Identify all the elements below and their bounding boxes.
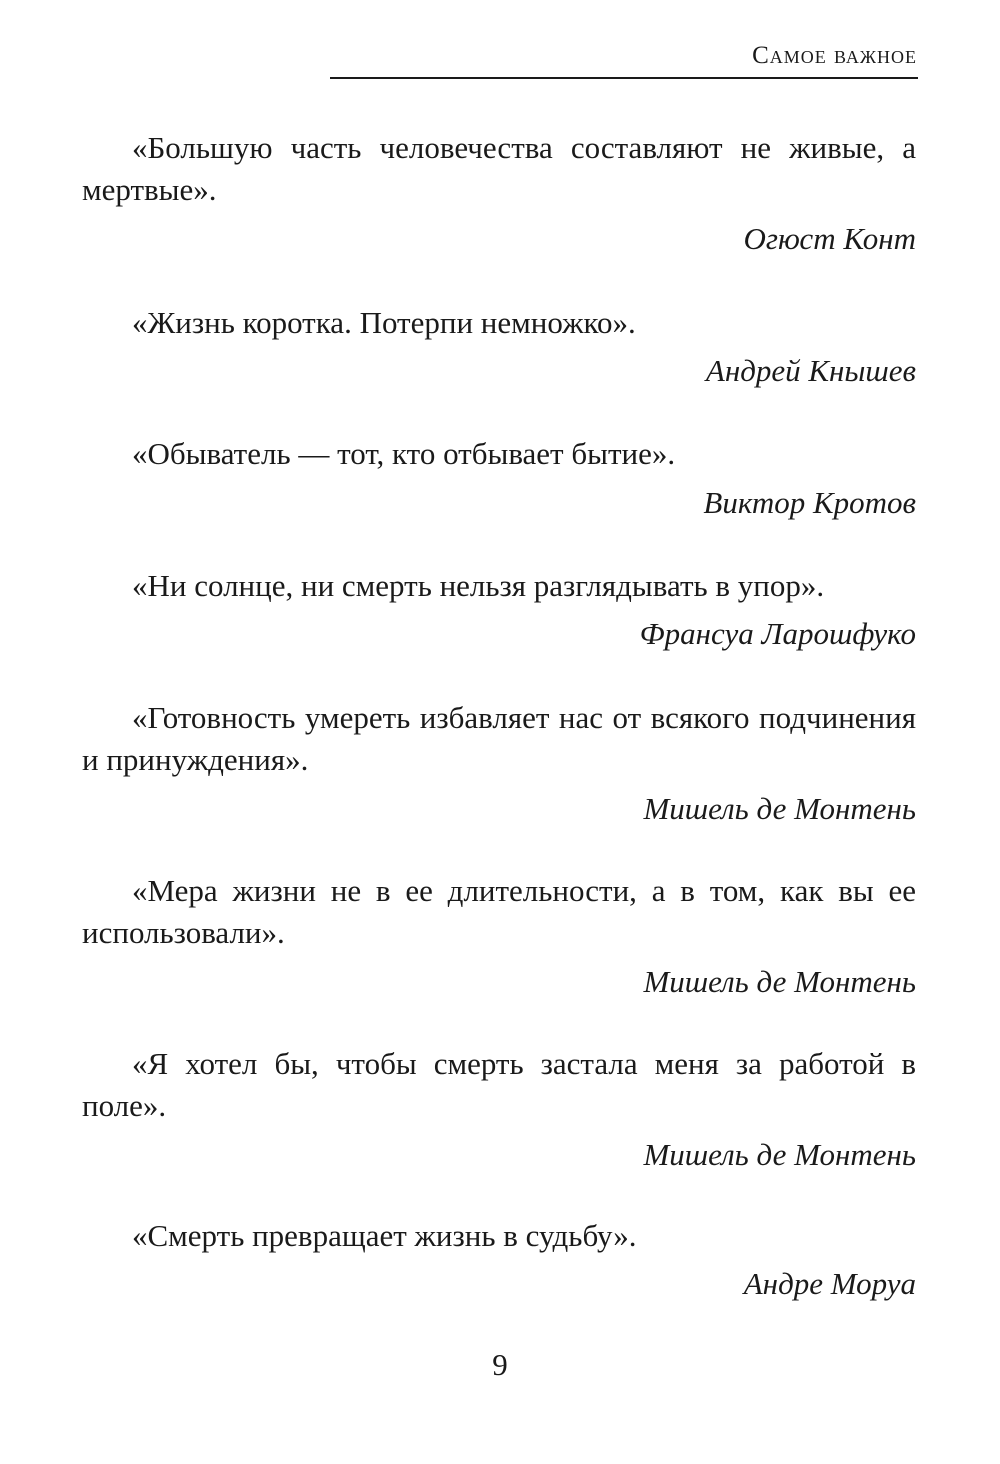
quote-text-3: «Обыватель — тот, кто отбывает бытие». [132, 436, 676, 471]
quote-text-2: «Жизнь коротка. Потерпи немножко». [132, 305, 636, 340]
quote-author-6: Мишель де Монтень [643, 964, 916, 999]
quote-text-6: «Мера жизни не в ее длительности, а в том, как вы ее использовали». [82, 873, 916, 950]
running-head: Самое важное [752, 42, 917, 69]
header-rule [330, 77, 918, 79]
quote-author-2: Андрей Кнышев [705, 353, 916, 388]
page-number: 9 [492, 1347, 508, 1382]
quote-text-1: «Большую часть человечества составляют не живые, а мертвые». [82, 130, 916, 207]
quote-author-1: Огюст Конт [743, 221, 916, 256]
quote-text-5: «Готовность умереть избавляет нас от всякого подчинения и принуждения». [82, 700, 916, 777]
quote-text-7: «Я хотел бы, чтобы смерть застала меня за работой в поле». [82, 1046, 916, 1123]
quote-author-7: Мишель де Монтень [643, 1137, 916, 1172]
quote-text-8: «Смерть превращает жизнь в судьбу». [132, 1218, 637, 1253]
quote-author-8: Андре Моруа [743, 1266, 916, 1301]
quote-text-4: «Ни солнце, ни смерть нельзя разглядывать в упор». [132, 568, 825, 603]
quote-author-3: Виктор Кротов [703, 485, 916, 520]
quote-author-4: Франсуа Ларошфуко [639, 616, 916, 651]
quote-author-5: Мишель де Монтень [643, 791, 916, 826]
